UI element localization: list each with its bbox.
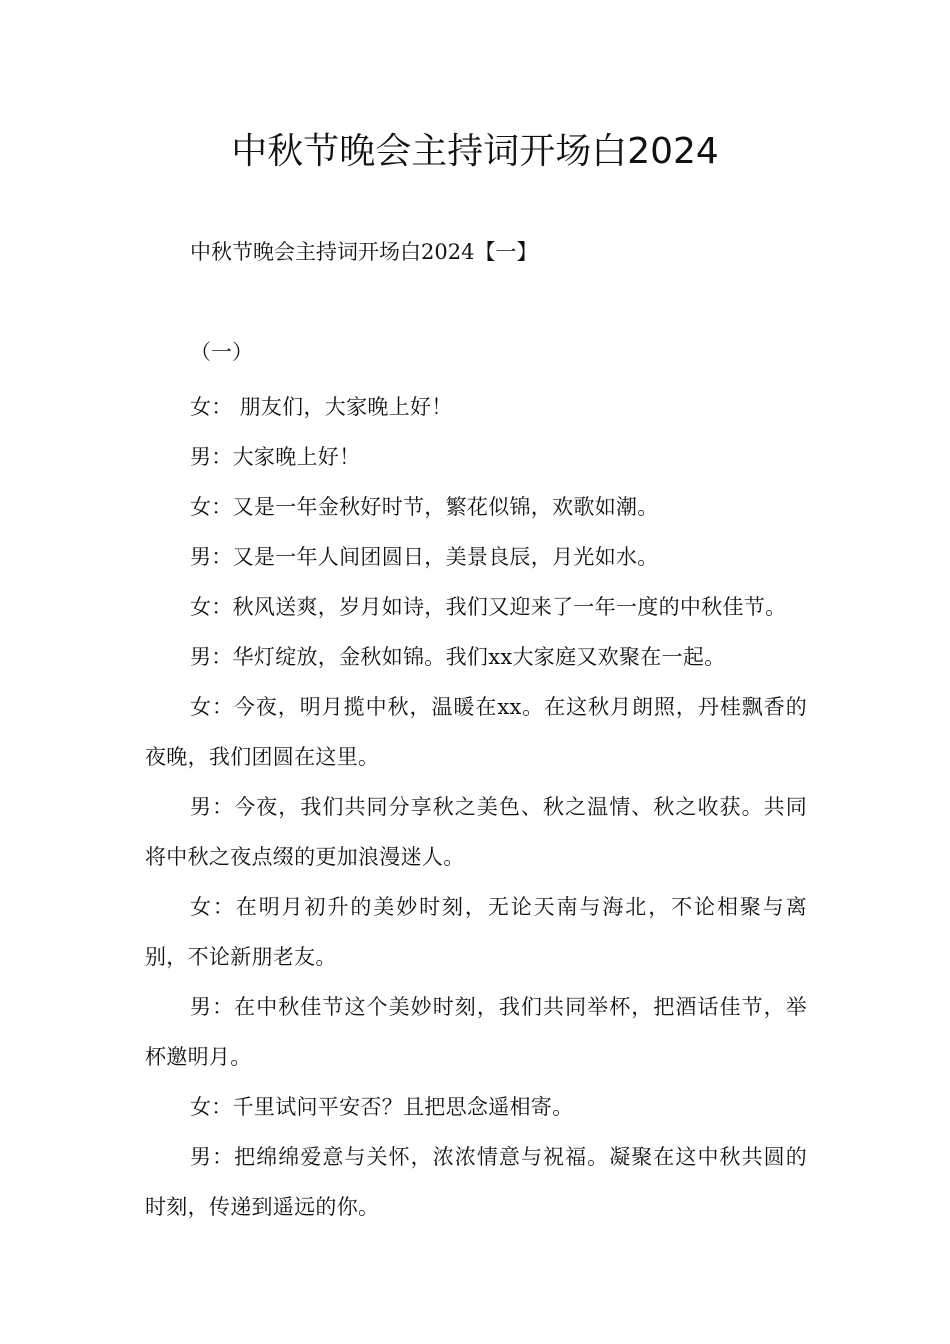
dialogue-line: 女：千里试问平安否？且把思念遥相寄。 xyxy=(190,1095,574,1119)
dialogue-line: 女：秋风送爽，岁月如诗，我们又迎来了一年一度的中秋佳节。 xyxy=(190,595,787,619)
dialogue-line: 男：今夜，我们共同分享秋之美色、秋之温情、秋之收获。共同将中秋之夜点缀的更加浪漫迷人。 xyxy=(145,795,807,869)
dialogue-line: 男：华灯绽放，金秋如锦。我们xx大家庭又欢聚在一起。 xyxy=(190,645,726,669)
dialogue-line: 男：大家晚上好！ xyxy=(190,445,361,469)
dialogue-line: 女：今夜，明月揽中秋，温暖在xx。在这秋月朗照，丹桂飘香的夜晚，我们团圆在这里。 xyxy=(145,695,807,769)
document-title: 中秋节晚会主持词开场白2024 xyxy=(231,131,719,172)
dialogue-line: 女：又是一年金秋好时节，繁花似锦，欢歌如潮。 xyxy=(190,495,659,519)
dialogue-line: 男：又是一年人间团圆日，美景良辰，月光如水。 xyxy=(190,545,659,569)
dialogue-line: 女：在明月初升的美妙时刻，无论天南与海北，不论相聚与离别，不论新朋老友。 xyxy=(145,895,807,969)
dialogue-line: 男：把绵绵爱意与关怀，浓浓情意与祝福。凝聚在这中秋共圆的时刻，传递到遥远的你。 xyxy=(145,1145,807,1219)
section-number: （一） xyxy=(190,340,253,364)
dialogue-line: 女： 朋友们，大家晚上好！ xyxy=(190,395,453,419)
dialogue-body xyxy=(145,382,807,1232)
dialogue-line: 男：在中秋佳节这个美妙时刻，我们共同举杯，把酒话佳节，举杯邀明月。 xyxy=(145,995,807,1069)
section-heading: 中秋节晚会主持词开场白2024【一】 xyxy=(190,240,538,264)
